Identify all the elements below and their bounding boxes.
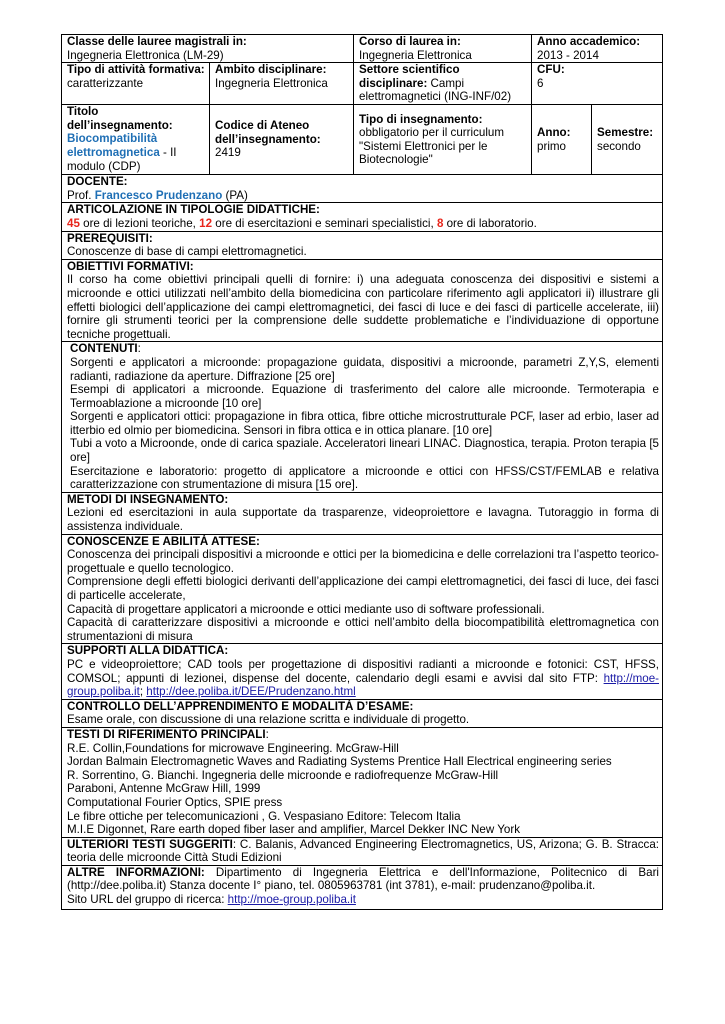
metodi-label: METODI DI INSEGNAMENTO: <box>67 492 229 506</box>
contenuti-item: Esercitazione e laboratorio: progetto di applicatore a microonde e ottici con HFSS/CST/FEMLAB e relativa caratterizzazione con strumentazione di misura [15 ore]. <box>70 464 660 492</box>
supporti-label: SUPPORTI ALLA DIDATTICA: <box>67 644 229 658</box>
sito-prefix: Sito URL del gruppo di ricerca: <box>67 893 228 907</box>
contenuti-item: Esempi di applicatori a microonde. Equazione di trasferimento del calore alle microonde. Termoterapia e Termoablazione a microonde [10 ore] <box>70 383 660 410</box>
tipo-insegnamento-label: Tipo di insegnamento: <box>359 112 483 126</box>
obiettivi-section <box>62 259 663 342</box>
articolazione-text-3: ore di laboratorio. <box>443 216 537 230</box>
anno-accademico-cell <box>532 35 663 63</box>
conoscenze-section <box>62 534 663 644</box>
conoscenze-item: Comprensione degli effetti biologici derivanti dell’applicazione dei campi elettromagnetici, dei fasci di luce, dei fasci di particelle accelerate, <box>67 575 660 602</box>
ulteriori-text: : C. Balanis, Advanced Engineering Electromagnetics, US, Arizona; G. B. Stracca: teoria delle microonde Città Studi Edizioni <box>67 837 659 865</box>
tipo-attivita-value: caratterizzante <box>67 76 144 90</box>
contenuti-colon: : <box>137 342 141 356</box>
docente-suffix: (PA) <box>222 188 248 202</box>
prudenzano-page-link[interactable]: http://dee.poliba.it/DEE/Prudenzano.html <box>146 685 356 699</box>
titolo-cell <box>62 105 210 175</box>
prerequisiti-section <box>62 231 663 259</box>
corso-cell <box>354 35 532 63</box>
altre-section <box>62 865 663 909</box>
cfu-label: CFU: <box>537 63 565 77</box>
semestre-cell <box>592 105 663 175</box>
testo-item: R. Sorrentino, G. Bianchi. Ingegneria delle microonde e radiofrequenze McGraw-Hill <box>67 768 499 782</box>
codice-label: Codice di Ateneo dell’insegnamento: <box>215 119 321 146</box>
titolo-suffix: - II modulo (CDP) <box>67 145 177 173</box>
testi-label: TESTI DI RIFERIMENTO PRINCIPALI <box>67 727 266 741</box>
controllo-text: Esame orale, con discussione di una relazione scritta e individuale di progetto. <box>67 713 470 727</box>
docente-prefix: Prof. <box>67 188 95 202</box>
anno-value: primo <box>537 139 567 153</box>
obiettivi-label: OBIETTIVI FORMATIVI: <box>67 259 194 273</box>
course-sheet <box>61 34 662 910</box>
tipo-insegnamento-value: obbligatorio per il curriculum "Sistemi Elettronici per le Biotecnologie" <box>359 126 504 167</box>
metodi-text: Lezioni ed esercitazioni in aula supportate da trasparenze, videoproiettore e lavagna. Tutoraggio in forma di assistenza individuale. <box>67 506 660 534</box>
cfu-value: 6 <box>537 76 544 90</box>
conoscenze-item: Capacità di caratterizzare dispositivi a microonde e ottici nell’ambito della biocompatibilità elettromagnetica con strumentazioni di misura <box>67 616 660 643</box>
ulteriori-section <box>62 837 663 865</box>
contenuti-item: Sorgenti e applicatori a microonde: propagazione guidata, dispositivi a microonde, parametri Z,Y,S, elementi radianti, radiazione da aperture. Diffrazione [25 ore] <box>70 355 660 383</box>
semestre-value: secondo <box>597 139 641 153</box>
ore-esercitazioni: 12 <box>199 216 213 230</box>
testo-item: M.I.E Digonnet, Rare earth doped fiber laser and amplifier, Marcel Dekker INC New York <box>67 823 521 837</box>
testi-colon: : <box>265 727 269 741</box>
ore-laboratorio: 8 <box>436 216 444 230</box>
semestre-label: Semestre: <box>597 126 654 140</box>
anno-cell <box>532 105 592 175</box>
titolo-value: Biocompatibilità elettromagnetica <box>67 132 160 159</box>
codice-cell <box>210 105 354 175</box>
supporti-text: PC e videoproiettore; CAD tools per progettazione di dispositivi radianti a microonde e fotonici: CST, HFSS, COMSOL; appunti di lezionei, dispense del docente, calendario degli esami e avvisi dal sito FTP: <box>67 657 660 685</box>
testo-item: R.E. Collin,Foundations for microwave Engineering. McGraw-Hill <box>67 741 399 755</box>
classe-cell <box>62 35 354 63</box>
articolazione-text-1: ore di lezioni teoriche, <box>79 216 200 230</box>
settore-value: Campi elettromagnetici (ING-INF/02) <box>359 76 512 104</box>
altre-label: ALTRE INFORMAZIONI: <box>67 865 205 879</box>
metodi-section <box>62 492 663 534</box>
ambito-value: Ingegneria Elettronica <box>215 76 328 90</box>
anno-label: Anno: <box>537 126 571 140</box>
cfu-cell <box>532 63 663 105</box>
docente-name: Francesco Prudenzano <box>94 188 223 202</box>
ore-lezioni: 45 <box>67 216 80 230</box>
anno-accademico-label: Anno accademico: <box>537 35 641 48</box>
supporti-sep: ; <box>139 685 147 699</box>
research-group-link[interactable]: http://moe-group.poliba.it <box>227 893 356 907</box>
codice-value: 2419 <box>215 146 241 160</box>
ambito-label: Ambito disciplinare: <box>215 63 327 77</box>
moe-group-link[interactable]: http://moe-group.poliba.it <box>67 671 660 699</box>
classe-value: Ingegneria Elettronica (LM-29) <box>67 48 224 62</box>
contenuti-section <box>62 342 663 493</box>
controllo-label: CONTROLLO DELL’APPRENDIMENTO E MODALITÀ D’ESAME: <box>67 699 414 713</box>
ulteriori-label: ULTERIORI TESTI SUGGERITI <box>67 837 233 851</box>
course-table <box>61 34 663 910</box>
prerequisiti-label: PREREQUISITI: <box>67 231 153 245</box>
tipo-insegnamento-cell <box>354 105 532 175</box>
corso-label: Corso di laurea in: <box>359 35 461 48</box>
testi-section <box>62 727 663 837</box>
contenuti-item: Tubi a voto a Microonde, onde di carica spaziale. Acceleratori lineari LINAC. Diagnostica, terapia. Proton terapia [5 ore] <box>70 437 660 465</box>
articolazione-label: ARTICOLAZIONE IN TIPOLOGIE DIDATTICHE: <box>67 203 320 217</box>
testo-item: Le fibre ottiche per telecomunicazioni , G. Vespasiano Editore: Telecom Italia <box>67 809 461 823</box>
articolazione-text-2: ore di esercitazioni e seminari specialistici, <box>212 216 437 230</box>
controllo-section <box>62 699 663 727</box>
testo-item: Computational Fourier Optics, SPIE press <box>67 795 283 809</box>
articolazione-section <box>62 203 663 231</box>
conoscenze-item: Conoscenza dei principali dispositivi a microonde e ottici per la biomedicina e delle correlazioni tra l’aspetto teorico-progettuale e quello tecnologico. <box>67 548 660 575</box>
supporti-section <box>62 644 663 699</box>
corso-value: Ingegneria Elettronica <box>359 48 472 62</box>
titolo-label: Titolo dell’insegnamento: <box>67 105 173 132</box>
testo-item: Jordan Balmain Electromagnetic Waves and Radiating Systems Prentice Hall Electrical engineering series <box>67 755 612 769</box>
testo-item: Paraboni, Antenne McGraw Hill, 1999 <box>67 782 261 796</box>
tipo-attivita-label: Tipo di attività formativa: <box>67 63 205 77</box>
settore-label: Settore scientifico disciplinare: <box>359 63 460 90</box>
conoscenze-label: CONOSCENZE E ABILITÀ ATTESE: <box>67 534 260 548</box>
anno-accademico-value: 2013 - 2014 <box>537 48 599 62</box>
docente-label: DOCENTE: <box>67 175 128 189</box>
contenuti-item: Sorgenti e applicatori ottici: propagazione in fibra ottica, fibre ottiche microstrutturale PCF, laser ad erbio, laser ad itterbio ed olmio per biomedicina. Sensori in fibra ottica e in ottica planare. [10 ore] <box>70 410 660 437</box>
settore-cell <box>354 63 532 105</box>
tipo-attivita-cell <box>62 63 210 105</box>
obiettivi-text: Il corso ha come obiettivi principali quelli di fornire: i) una adeguata conoscenza dei dispositivi e sistemi a microonde e ottici utilizzati nell’ambito della biomedicina con particolare riferimento agli applicatori ii) illustrare gli effetti biologici dell’applicazione dei campi elettromagnetici, dei fasci di luce e dei fasci di particelle accelerate, iii) fornire gli strumenti teorici per la comprensione delle suddette problematiche e l’individuazione di opportune tecniche progettuali. <box>67 273 660 341</box>
docente-section <box>62 175 663 203</box>
altre-text: Dipartimento di Ingegneria Elettrica e dell'Informazione, Politecnico di Bari (http://dee.poliba.it) Stanza docente I° piano, tel. 0805963781 (int 3781), e-mail: prudenzano@poliba.it. <box>67 865 660 893</box>
prerequisiti-text: Conoscenze di base di campi elettromagnetici. <box>67 245 307 259</box>
classe-label: Classe delle lauree magistrali in: <box>67 35 247 48</box>
contenuti-label: CONTENUTI <box>70 342 138 356</box>
conoscenze-item: Capacità di progettare applicatori a microonde e ottici mediante uso di software professionali. <box>67 602 545 616</box>
ambito-cell <box>210 63 354 105</box>
